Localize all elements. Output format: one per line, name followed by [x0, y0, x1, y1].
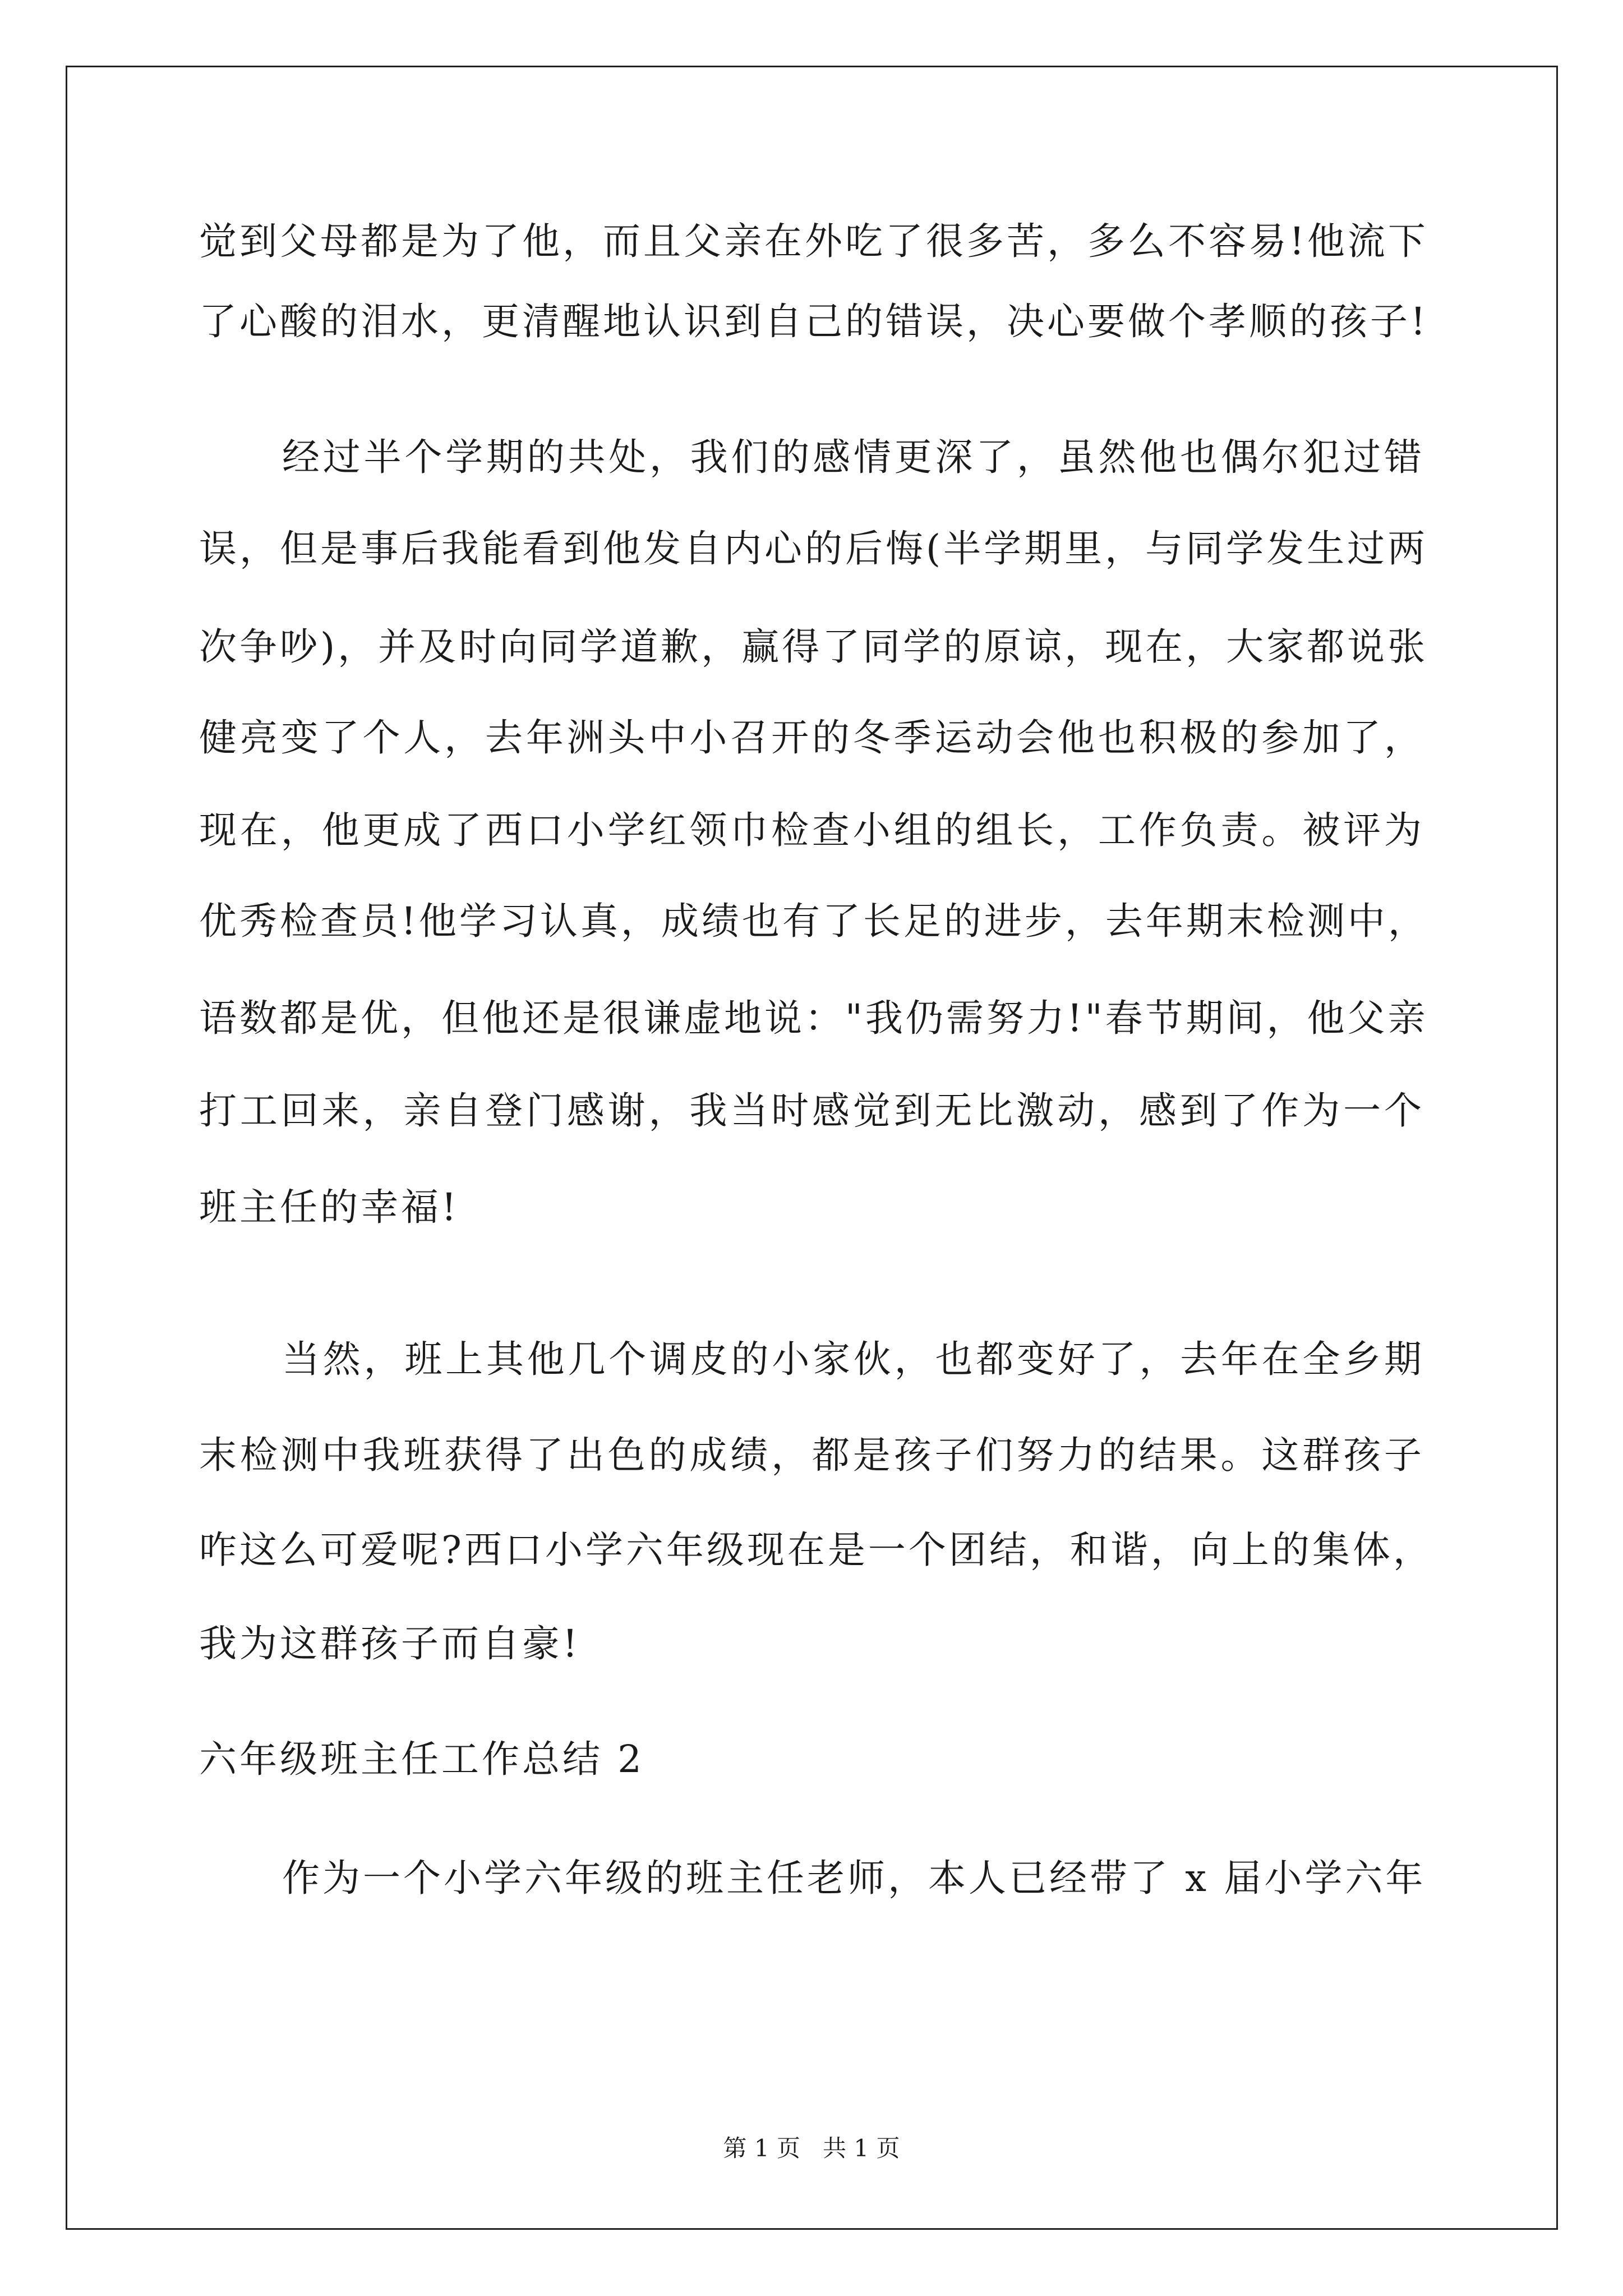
- text-line: 优秀检查员!他学习认真，成绩也有了长足的进步，去年期末检测中，: [199, 899, 1428, 943]
- text-line: 打工回来，亲自登门感谢，我当时感觉到无比激动，感到了作为一个: [199, 1089, 1424, 1133]
- text-line: 误，但是事后我能看到他发自内心的后悔(半学期里，与同学发生过两: [199, 527, 1428, 570]
- text-line: 健亮变了个人，去年洲头中小召开的冬季运动会他也积极的参加了，: [199, 716, 1424, 760]
- text-line: 次争吵)，并及时向同学道歉，赢得了同学的原谅，现在，大家都说张: [199, 625, 1428, 669]
- text-line: 了心酸的泪水，更清醒地认识到自己的错误，决心要做个孝顺的孩子!: [199, 300, 1428, 343]
- text-line: 现在，他更成了西口小学红领巾检查小组的组长，工作负责。被评为: [199, 808, 1424, 852]
- text-line: 觉到父母都是为了他，而且父亲在外吃了很多苦，多么不容易!他流下: [199, 219, 1428, 263]
- paragraph-start-line: 作为一个小学六年级的班主任老师，本人已经带了 x 届小学六年: [282, 1856, 1426, 1900]
- text-line: 末检测中我班获得了出色的成绩，都是孩子们努力的结果。这群孩子: [199, 1433, 1424, 1477]
- page-border: [66, 66, 1558, 2230]
- section-heading: 六年级班主任工作总结 2: [199, 1737, 644, 1781]
- page-footer: 第 1 页 共 1 页: [723, 2134, 900, 2162]
- text-line: 语数都是优，但他还是很谦虚地说："我仍需努力!"春节期间，他父亲: [199, 996, 1428, 1040]
- paragraph-start-line: 当然，班上其他几个调皮的小家伙，也都变好了，去年在全乡期: [282, 1337, 1424, 1381]
- paragraph-start-line: 经过半个学期的共处，我们的感情更深了，虽然他也偶尔犯过错: [282, 435, 1424, 479]
- text-line: 班主任的幸福!: [199, 1185, 459, 1229]
- text-line: 咋这么可爱呢?西口小学六年级现在是一个团结，和谐，向上的集体，: [199, 1528, 1433, 1572]
- text-line: 我为这群孩子而自豪!: [199, 1622, 580, 1665]
